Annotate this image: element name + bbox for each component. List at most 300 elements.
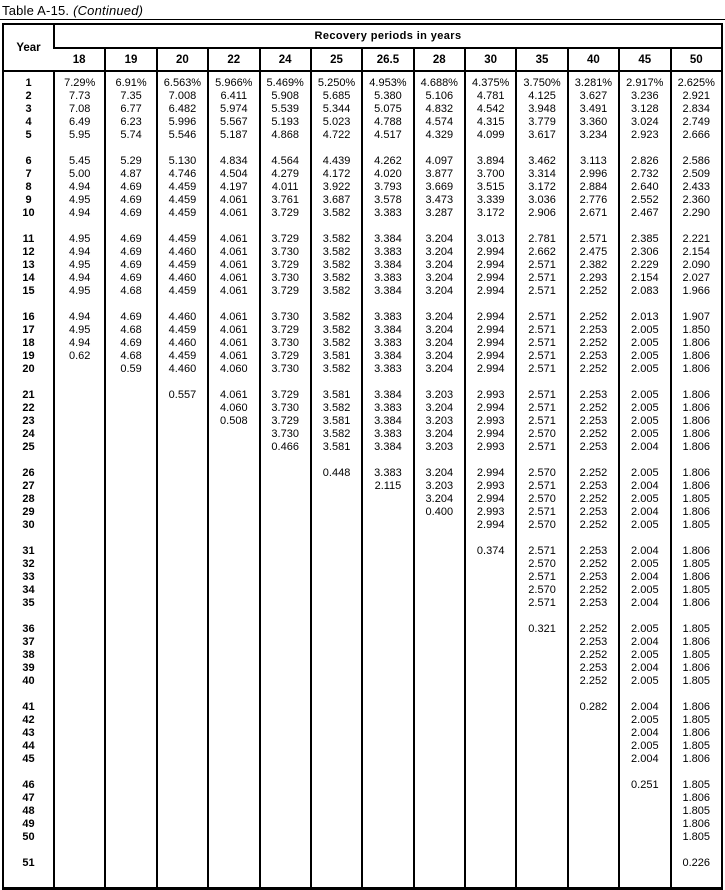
value-cell: [619, 844, 670, 857]
value-cell: 2.253: [568, 480, 619, 493]
value-cell: [516, 454, 567, 467]
value-cell: [465, 597, 516, 610]
value-cell: 5.075: [362, 103, 413, 116]
value-cell: 1.806: [671, 428, 723, 441]
table-row: [3, 116, 722, 129]
value-cell: [260, 675, 311, 688]
value-cell: [568, 792, 619, 805]
value-cell: [619, 870, 670, 889]
value-cell: [157, 220, 208, 233]
value-cell: 4.459: [157, 285, 208, 298]
value-cell: 5.106: [414, 90, 465, 103]
value-cell: [260, 480, 311, 493]
value-cell: [208, 636, 259, 649]
value-cell: [465, 675, 516, 688]
value-cell: 2.252: [568, 519, 619, 532]
value-cell: [157, 571, 208, 584]
value-cell: [465, 701, 516, 714]
value-cell: [54, 740, 105, 753]
column-header: 50: [671, 48, 723, 71]
year-cell: [3, 376, 54, 389]
value-cell: [311, 649, 362, 662]
value-cell: 3.515: [465, 181, 516, 194]
table-row: [3, 402, 722, 415]
value-cell: [208, 844, 259, 857]
value-cell: 2.570: [516, 493, 567, 506]
value-cell: [362, 831, 413, 844]
value-cell: [208, 857, 259, 870]
value-cell: [362, 844, 413, 857]
year-cell: 51: [22, 857, 35, 869]
value-cell: [208, 532, 259, 545]
value-cell: [157, 805, 208, 818]
value-cell: 1.805: [671, 740, 723, 753]
value-cell: 3.582: [311, 311, 362, 324]
value-cell: [260, 610, 311, 623]
value-cell: [157, 532, 208, 545]
value-cell: 2.666: [671, 129, 723, 142]
value-cell: [105, 779, 156, 792]
value-cell: 1.805: [671, 779, 723, 792]
value-cell: [105, 597, 156, 610]
value-cell: 4.69: [105, 259, 156, 272]
value-cell: 2.571: [516, 337, 567, 350]
spacer-row: [3, 688, 722, 701]
depreciation-rate-table: [2, 23, 723, 890]
value-cell: [105, 415, 156, 428]
value-cell: 3.383: [362, 467, 413, 480]
value-cell: 3.204: [414, 337, 465, 350]
value-cell: 3.383: [362, 428, 413, 441]
value-cell: [465, 220, 516, 233]
value-cell: [311, 857, 362, 870]
value-cell: [619, 610, 670, 623]
value-cell: [54, 428, 105, 441]
value-cell: 1.806: [671, 506, 723, 519]
value-cell: 2.005: [619, 467, 670, 480]
value-cell: 1.806: [671, 415, 723, 428]
value-cell: 4.95: [54, 259, 105, 272]
value-cell: 3.730: [260, 272, 311, 285]
value-cell: [105, 675, 156, 688]
value-cell: 3.383: [362, 272, 413, 285]
value-cell: [208, 467, 259, 480]
value-cell: 5.539: [260, 103, 311, 116]
value-cell: 3.730: [260, 246, 311, 259]
value-cell: [260, 818, 311, 831]
value-cell: 2.115: [362, 480, 413, 493]
value-cell: 2.994: [465, 519, 516, 532]
value-cell: 3.204: [414, 324, 465, 337]
value-cell: 2.994: [465, 272, 516, 285]
value-cell: 2.570: [516, 558, 567, 571]
value-cell: 2.253: [568, 324, 619, 337]
value-cell: [568, 610, 619, 623]
value-cell: 2.252: [568, 428, 619, 441]
year-cell: 28: [22, 493, 35, 505]
value-cell: 4.868: [260, 129, 311, 142]
column-header: 18: [54, 48, 105, 71]
value-cell: 4.781: [465, 90, 516, 103]
value-cell: [414, 649, 465, 662]
value-cell: [362, 532, 413, 545]
value-cell: 2.571: [516, 389, 567, 402]
value-cell: [311, 220, 362, 233]
value-cell: [311, 376, 362, 389]
value-cell: 3.339: [465, 194, 516, 207]
value-cell: [619, 818, 670, 831]
value-cell: [157, 766, 208, 779]
value-cell: [157, 623, 208, 636]
value-cell: 5.023: [311, 116, 362, 129]
value-cell: [414, 376, 465, 389]
value-cell: [671, 844, 723, 857]
value-cell: 2.005: [619, 428, 670, 441]
value-cell: 2.005: [619, 584, 670, 597]
value-cell: 4.788: [362, 116, 413, 129]
value-cell: [619, 857, 670, 870]
table-row: [3, 857, 722, 870]
year-cell: 29: [22, 506, 35, 518]
value-cell: [260, 831, 311, 844]
value-cell: 0.282: [568, 701, 619, 714]
table-row: [3, 701, 722, 714]
value-cell: [619, 688, 670, 701]
value-cell: [311, 714, 362, 727]
value-cell: [208, 870, 259, 889]
value-cell: [208, 298, 259, 311]
value-cell: [260, 714, 311, 727]
value-cell: [311, 779, 362, 792]
year-cell: 30: [22, 519, 35, 531]
value-cell: 3.729: [260, 415, 311, 428]
value-cell: [311, 584, 362, 597]
value-cell: 3.730: [260, 311, 311, 324]
value-cell: 3.204: [414, 493, 465, 506]
year-cell: 11: [22, 233, 35, 245]
year-cell: [3, 610, 54, 623]
value-cell: [465, 454, 516, 467]
value-cell: 3.761: [260, 194, 311, 207]
value-cell: 3.582: [311, 246, 362, 259]
value-cell: [568, 818, 619, 831]
value-cell: [619, 766, 670, 779]
value-cell: [516, 636, 567, 649]
spacer-row: [3, 766, 722, 779]
value-cell: [105, 571, 156, 584]
value-cell: [362, 623, 413, 636]
year-cell: 7: [25, 168, 32, 180]
value-cell: [414, 454, 465, 467]
value-cell: 4.95: [54, 194, 105, 207]
value-cell: [208, 142, 259, 155]
value-cell: 3.669: [414, 181, 465, 194]
table-row: [3, 168, 722, 181]
value-cell: [208, 779, 259, 792]
value-cell: [671, 142, 723, 155]
value-cell: 4.832: [414, 103, 465, 116]
year-cell: 20: [22, 363, 35, 375]
value-cell: 3.287: [414, 207, 465, 220]
value-cell: [54, 688, 105, 701]
value-cell: 2.993: [465, 506, 516, 519]
value-cell: 2.996: [568, 168, 619, 181]
value-cell: 4.460: [157, 272, 208, 285]
value-cell: 2.994: [465, 467, 516, 480]
value-cell: [54, 454, 105, 467]
value-cell: 5.00: [54, 168, 105, 181]
value-cell: 4.061: [208, 389, 259, 402]
table-row: [3, 597, 722, 610]
value-cell: [311, 727, 362, 740]
value-cell: [362, 597, 413, 610]
value-cell: 3.729: [260, 350, 311, 363]
value-cell: [54, 818, 105, 831]
value-cell: 2.571: [516, 272, 567, 285]
value-cell: [619, 142, 670, 155]
value-cell: 4.94: [54, 337, 105, 350]
value-cell: 1.806: [671, 545, 723, 558]
value-cell: 3.203: [414, 480, 465, 493]
value-cell: 3.128: [619, 103, 670, 116]
value-cell: 1.805: [671, 558, 723, 571]
value-cell: [260, 584, 311, 597]
value-cell: 3.383: [362, 363, 413, 376]
value-cell: 2.571: [516, 350, 567, 363]
value-cell: [54, 857, 105, 870]
value-cell: [362, 519, 413, 532]
value-cell: [260, 532, 311, 545]
year-cell: 47: [22, 792, 35, 804]
value-cell: [157, 142, 208, 155]
value-cell: 5.250%: [311, 77, 362, 90]
value-cell: 6.77: [105, 103, 156, 116]
value-cell: [105, 701, 156, 714]
value-cell: 3.172: [465, 207, 516, 220]
value-cell: [105, 142, 156, 155]
value-cell: 4.459: [157, 194, 208, 207]
value-cell: [362, 805, 413, 818]
value-cell: [105, 493, 156, 506]
value-cell: 2.253: [568, 636, 619, 649]
value-cell: [465, 857, 516, 870]
value-cell: 4.020: [362, 168, 413, 181]
value-cell: 3.582: [311, 428, 362, 441]
value-cell: 7.08: [54, 103, 105, 116]
value-cell: [260, 220, 311, 233]
spacer-row: [3, 532, 722, 545]
value-cell: 5.95: [54, 129, 105, 142]
value-cell: 3.729: [260, 233, 311, 246]
value-cell: [516, 298, 567, 311]
value-cell: [54, 363, 105, 376]
value-cell: [671, 610, 723, 623]
table-row: [3, 428, 722, 441]
table-row: [3, 415, 722, 428]
value-cell: [516, 714, 567, 727]
value-cell: [260, 506, 311, 519]
value-cell: [671, 870, 723, 889]
value-cell: [208, 610, 259, 623]
year-column-header: Year: [3, 24, 54, 71]
value-cell: 3.581: [311, 389, 362, 402]
value-cell: [157, 584, 208, 597]
value-cell: [362, 571, 413, 584]
value-cell: 4.459: [157, 259, 208, 272]
value-cell: 5.974: [208, 103, 259, 116]
value-cell: 2.004: [619, 753, 670, 766]
value-cell: [105, 532, 156, 545]
value-cell: [260, 558, 311, 571]
value-cell: [516, 610, 567, 623]
value-cell: [362, 506, 413, 519]
value-cell: [157, 402, 208, 415]
year-cell: 31: [22, 545, 35, 557]
value-cell: [208, 519, 259, 532]
value-cell: [516, 220, 567, 233]
value-cell: 1.805: [671, 649, 723, 662]
value-cell: [414, 675, 465, 688]
value-cell: [54, 480, 105, 493]
value-cell: [157, 727, 208, 740]
value-cell: 2.571: [516, 324, 567, 337]
value-cell: [516, 740, 567, 753]
value-cell: 3.360: [568, 116, 619, 129]
value-cell: [260, 727, 311, 740]
value-cell: 2.154: [619, 272, 670, 285]
value-cell: [157, 649, 208, 662]
value-cell: 2.552: [619, 194, 670, 207]
value-cell: [105, 727, 156, 740]
value-cell: [54, 467, 105, 480]
value-cell: [260, 662, 311, 675]
spacer-row: [3, 220, 722, 233]
value-cell: [465, 584, 516, 597]
table-row: [3, 480, 722, 493]
column-header: 35: [516, 48, 567, 71]
value-cell: 4.061: [208, 246, 259, 259]
value-cell: [260, 701, 311, 714]
year-cell: 22: [22, 402, 35, 414]
value-cell: 4.69: [105, 194, 156, 207]
value-cell: 1.805: [671, 831, 723, 844]
value-cell: 4.011: [260, 181, 311, 194]
value-cell: [54, 844, 105, 857]
value-cell: [568, 831, 619, 844]
value-cell: 3.204: [414, 402, 465, 415]
value-cell: 2.027: [671, 272, 723, 285]
value-cell: [54, 610, 105, 623]
table-row: [3, 194, 722, 207]
value-cell: 2.571: [516, 506, 567, 519]
value-cell: 7.008: [157, 90, 208, 103]
value-cell: [54, 805, 105, 818]
value-cell: 3.582: [311, 233, 362, 246]
value-cell: 4.87: [105, 168, 156, 181]
value-cell: 3.581: [311, 441, 362, 454]
value-cell: [208, 623, 259, 636]
value-cell: [260, 298, 311, 311]
value-cell: [619, 805, 670, 818]
value-cell: 4.68: [105, 324, 156, 337]
value-cell: [105, 740, 156, 753]
table-row: [3, 441, 722, 454]
value-cell: [671, 298, 723, 311]
value-cell: [54, 831, 105, 844]
value-cell: 4.060: [208, 363, 259, 376]
value-cell: 3.013: [465, 233, 516, 246]
value-cell: [414, 766, 465, 779]
table-row: [3, 272, 722, 285]
value-cell: 3.204: [414, 259, 465, 272]
value-cell: 2.252: [568, 584, 619, 597]
value-cell: 3.203: [414, 441, 465, 454]
value-cell: [105, 870, 156, 889]
value-cell: [619, 831, 670, 844]
value-cell: [619, 454, 670, 467]
value-cell: [516, 792, 567, 805]
value-cell: 2.252: [568, 337, 619, 350]
value-cell: 4.95: [54, 285, 105, 298]
value-cell: 2.253: [568, 350, 619, 363]
value-cell: 2.005: [619, 337, 670, 350]
value-cell: [260, 571, 311, 584]
value-cell: 4.061: [208, 311, 259, 324]
value-cell: 1.806: [671, 441, 723, 454]
value-cell: [619, 532, 670, 545]
value-cell: [105, 402, 156, 415]
value-cell: 0.321: [516, 623, 567, 636]
value-cell: 4.69: [105, 311, 156, 324]
value-cell: 2.571: [516, 259, 567, 272]
value-cell: [105, 558, 156, 571]
year-cell: 37: [22, 636, 35, 648]
value-cell: 7.35: [105, 90, 156, 103]
value-cell: [311, 870, 362, 889]
value-cell: [54, 402, 105, 415]
value-cell: [465, 753, 516, 766]
value-cell: 3.236: [619, 90, 670, 103]
value-cell: 2.994: [465, 350, 516, 363]
value-cell: 1.805: [671, 714, 723, 727]
table-row: [3, 129, 722, 142]
year-cell: 17: [22, 324, 35, 336]
year-cell: [3, 454, 54, 467]
value-cell: [414, 779, 465, 792]
value-cell: [465, 610, 516, 623]
value-cell: 4.197: [208, 181, 259, 194]
value-cell: [208, 597, 259, 610]
value-cell: 3.204: [414, 363, 465, 376]
value-cell: [208, 506, 259, 519]
value-cell: [105, 792, 156, 805]
value-cell: [414, 844, 465, 857]
value-cell: [465, 805, 516, 818]
value-cell: 3.730: [260, 337, 311, 350]
year-cell: 41: [22, 701, 35, 713]
value-cell: [516, 532, 567, 545]
value-cell: 4.097: [414, 155, 465, 168]
value-cell: 4.746: [157, 168, 208, 181]
value-cell: 2.433: [671, 181, 723, 194]
value-cell: 3.036: [516, 194, 567, 207]
value-cell: 2.252: [568, 467, 619, 480]
value-cell: [414, 610, 465, 623]
table-row: [3, 181, 722, 194]
value-cell: [465, 766, 516, 779]
value-cell: 2.005: [619, 714, 670, 727]
value-cell: [208, 792, 259, 805]
